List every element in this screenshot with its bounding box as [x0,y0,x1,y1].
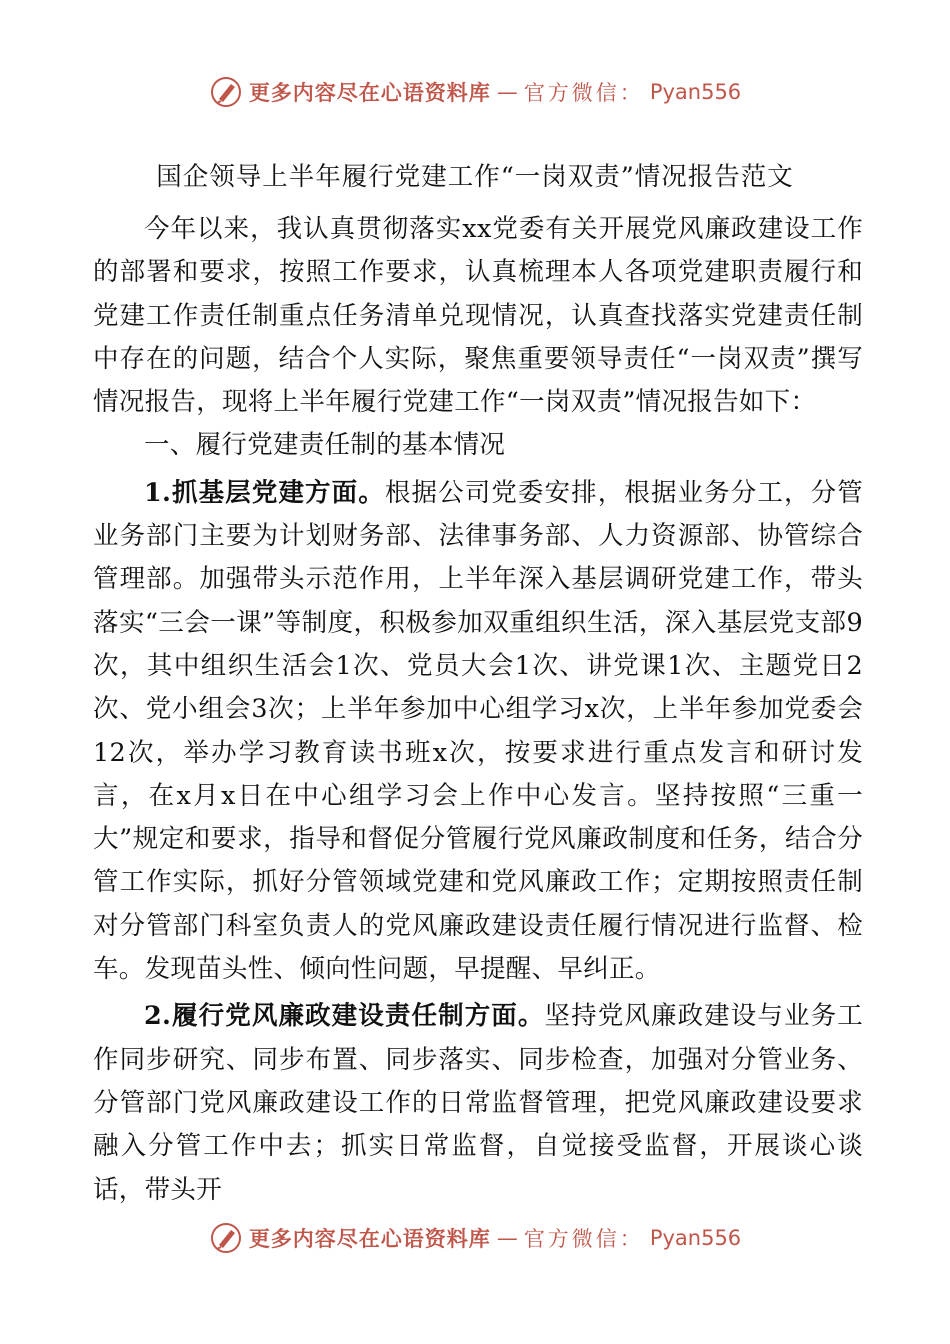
item-1-title: 1.抓基层党建方面。 [144,477,385,508]
item-2-paragraph [93,995,863,1211]
section-heading: 一、履行党建责任制的基本情况 [144,430,506,461]
watermark-separator: — [496,80,518,104]
item-2-body: 坚持党风廉政建设与业务工作同步研究、同步布置、同步落实、同步检查，加强对分管业务、分管部门党风廉政建设工作的日常监督管理，把党风廉政建设要求融入分管工作中去；抓实日常监督，自觉接受监督，开展谈心谈话，带头开 [93,1001,864,1205]
intro-paragraph: 今年以来，我认真贯彻落实xx党委有关开展党风廉政建设工作的部署和要求，按照工作要求，认真梳理本人各项党建职责履行和党建工作责任制重点任务清单兑现情况，认真查找落实党建责任制中存在的问题，结合个人实际，聚焦重要领导责任“一岗双责”撰写情况报告，现将上半年履行党建工作“一岗双责”情况报告如下： [93,214,863,418]
item-1-paragraph [93,472,863,992]
watermark-wechat-id: Pyan556 [649,1226,742,1250]
item-1-body: 根据公司党委安排，根据业务分工，分管业务部门主要为计划财务部、法律事务部、人力资源部、协管综合管理部。加强带头示范作用，上半年深入基层调研党建工作，带头落实“三会一课”等制度，积极参加双重组织生活，深入基层党支部9次，其中组织生活会1次、党员大会1次、讲党课1次、主题党日2次、党小组会3次；上半年参加中心组学习x次，上半年参加党委会12次，举办学习教育读书班x次，按要求进行重点发言和研讨发言，在x月x日在中心组学习会上作中心发言。坚持按照“三重一大”规定和要求，指导和督促分管履行党风廉政制度和任务，结合分管工作实际，抓好分管领域党建和党风廉政工作；定期按照责任制对分管部门科室负责人的党风廉政建设责任履行情况进行监督、检车。发现苗头性、倾向性问题，早提醒、早纠正。 [93,477,864,985]
pen-nib-logo-icon [209,75,243,109]
watermark-wechat-id: Pyan556 [649,80,742,104]
watermark-official-label: 官方微信： [523,1227,644,1251]
watermark-banner-bottom [0,1216,950,1260]
watermark-brand: 更多内容尽在心语资料库 [248,81,491,105]
watermark-brand: 更多内容尽在心语资料库 [248,1227,491,1251]
document-body [93,208,863,1212]
watermark-official-label: 官方微信： [523,81,644,105]
watermark-separator: — [496,1226,518,1250]
item-2-title: 2.履行党风廉政建设责任制方面。 [144,1001,545,1032]
document-title: 国企领导上半年履行党建工作“一岗双责”情况报告范文 [156,162,794,192]
watermark-banner-top [0,70,950,114]
pen-nib-logo-icon [209,1221,243,1255]
